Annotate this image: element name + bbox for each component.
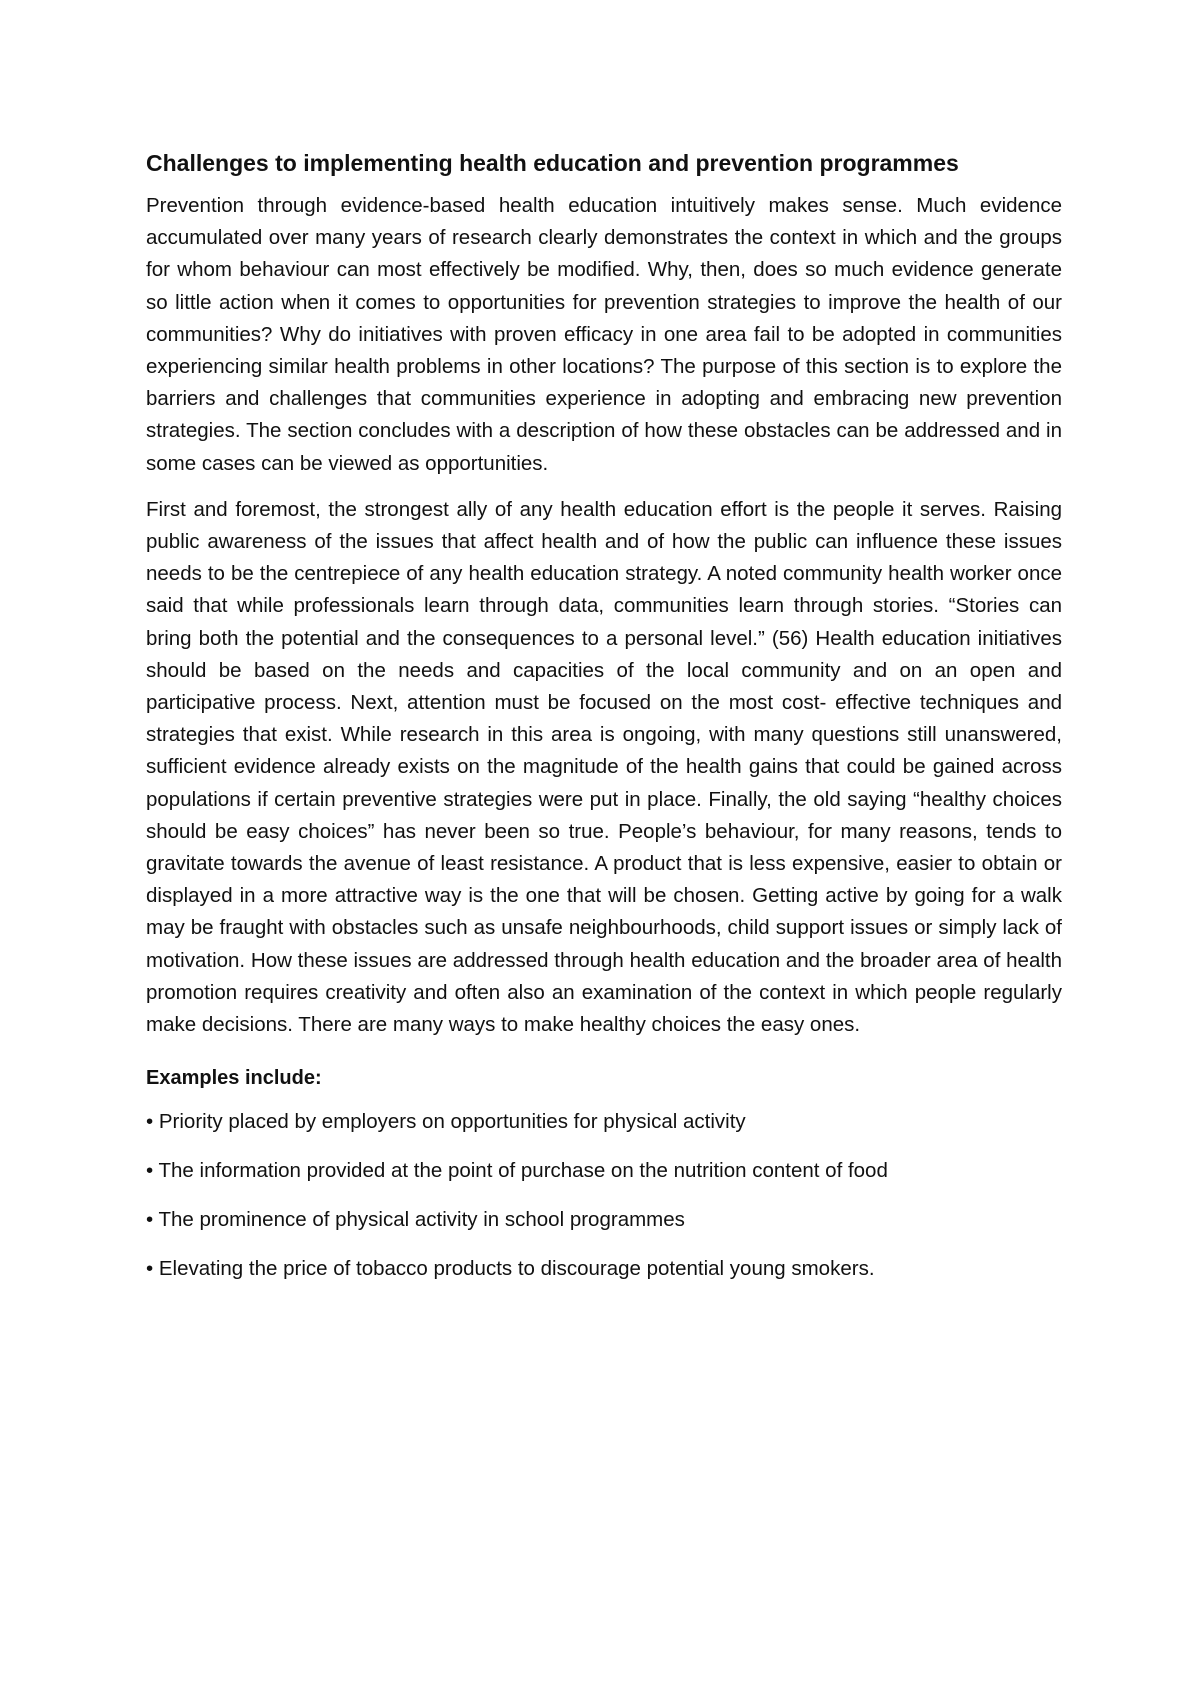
- list-item: • Priority placed by employers on opportunities for physical activity: [146, 1110, 746, 1134]
- paragraph-main: First and foremost, the strongest ally of any health education effort is the people it serves. Raising public awareness of the issues that affect health and of how the public can influence these issues needs to be the centrepiece of any health education strategy. A noted community health worker once said that while professionals learn through data, communities learn through stories. “Stories can bring both the potential and the consequences to a personal level.” (56) Health education initiatives should be based on the needs and capacities of the local community and on an open and participative process. Next, attention must be focused on the most cost- effective techniques and strategies that exist. While research in this area is ongoing, with many questions still unanswered, sufficient evidence already exists on the magnitude of the health gains that could be gained across populations if certain preventive strategies were put in place. Finally, the old saying “healthy choices should be easy choices” has never been so true. People’s behaviour, for many reasons, tends to gravitate towards the avenue of least resistance. A product that is less expensive, easier to obtain or displayed in a more attractive way is the one that will be chosen. Getting active by going for a walk may be fraught with obstacles such as unsafe neighbourhoods, child support issues or simply lack of motivation. How these issues are addressed through health education and the broader area of health promotion requires creativity and often also an examination of the context in which people regularly make decisions. There are many ways to make healthy choices the easy ones.: [146, 497, 1062, 1037]
- list-item: • The information provided at the point of purchase on the nutrition content of food: [146, 1159, 888, 1183]
- list-item: • The prominence of physical activity in school programmes: [146, 1208, 685, 1232]
- list-item: • Elevating the price of tobacco products to discourage potential young smokers.: [146, 1257, 875, 1281]
- examples-heading: Examples include:: [146, 1067, 322, 1090]
- paragraph-intro: Prevention through evidence-based health education intuitively makes sense. Much evidence accumulated over many years of research clearly demonstrates the context in which and the groups for whom behaviour can most effectively be modified. Why, then, does so much evidence generate so little action when it comes to opportunities for prevention strategies to improve the health of our communities? Why do initiatives with proven efficacy in one area fail to be adopted in communities experiencing similar health problems in other locations? The purpose of this section is to explore the barriers and challenges that communities experience in adopting and embracing new prevention strategies. The section concludes with a description of how these obstacles can be addressed and in some cases can be viewed as opportunities.: [146, 194, 1062, 475]
- document-title: Challenges to implementing health education and prevention programmes: [146, 150, 959, 176]
- examples-list: [146, 1107, 1062, 1284]
- document-page: [146, 148, 1062, 1303]
